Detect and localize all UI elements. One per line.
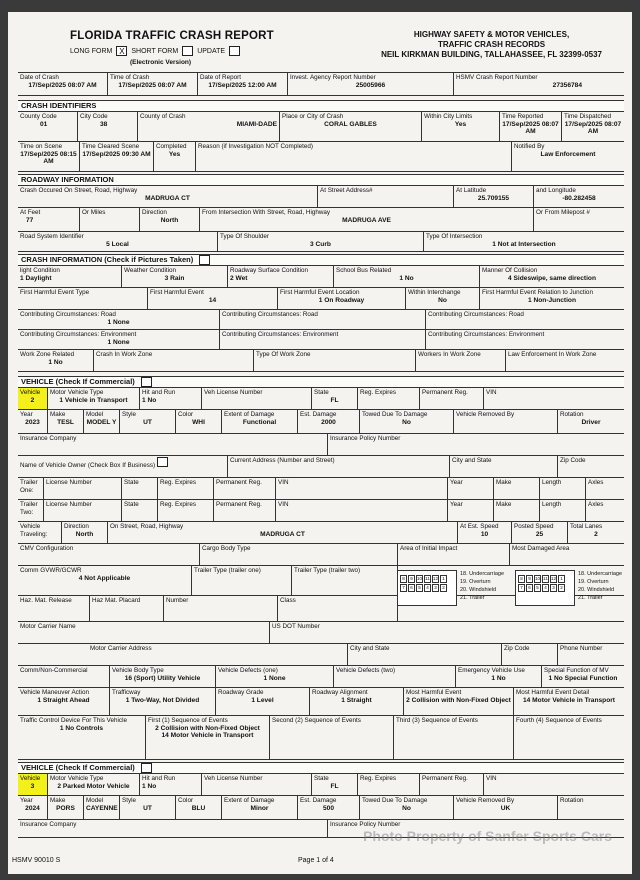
vehicle-2-state-field: State FL xyxy=(312,388,358,409)
total-lanes-field: Total Lanes 2 xyxy=(570,523,603,538)
crash-info-row-4 xyxy=(18,330,624,350)
impact-cell[interactable]: 12 xyxy=(433,576,439,581)
most-damaged-diagram xyxy=(515,570,575,606)
contrib-env-1: Contributing Circumstances: Environment 1 None xyxy=(18,330,220,349)
trailer-two-license: License Number xyxy=(44,500,122,521)
trailer-one-state: State xyxy=(122,478,158,499)
roadway-row-3 xyxy=(18,232,624,252)
vehicle-3-est-damage-field: Est. Damage 500 xyxy=(298,796,360,819)
roadway-information-heading: ROADWAY INFORMATION xyxy=(18,174,624,186)
damage-cell[interactable]: 4 xyxy=(542,584,549,592)
posted-speed-field: Posted Speed 25 xyxy=(512,522,568,543)
vehicle-2-removed-by-field: Vehicle Removed By xyxy=(454,410,558,433)
vehicle-2-city-state-field: City and State xyxy=(450,456,558,477)
date-of-report-field: Date of Report 17/Sep/2025 12:00 AM xyxy=(198,73,288,95)
within-city-limits-field: Within City Limits Yes xyxy=(422,112,500,141)
date-of-crash-field: Date of Crash 17/Sep/2025 08:07 AM xyxy=(18,73,108,95)
most-harmful-detail-field: Most Harmful Event Detail 14 Motor Vehicle in Transport xyxy=(516,689,615,704)
crash-info-row-3 xyxy=(18,310,624,330)
initial-impact-legend: 18. Undercarriage 19. Overturn 20. Windshield 21. Trailer xyxy=(460,571,505,601)
carrier-name-row xyxy=(18,622,624,644)
damage-cell[interactable]: 5 xyxy=(534,584,541,592)
vehicle-2-reg-expires-field: Reg. Expires xyxy=(358,388,420,409)
vehicle-2-zip-field: Zip Code xyxy=(560,457,586,464)
vehicle-2-make-field: Make TESL xyxy=(48,410,84,433)
county-of-crash-field: County of Crash MIAMI-DADE xyxy=(138,112,280,141)
contrib-env-3: Contributing Circumstances: Environment xyxy=(428,331,545,338)
vehicle-3-year-field: Year 2024 xyxy=(18,796,48,819)
impact-cell[interactable]: 1 xyxy=(440,575,447,583)
manner-of-collision-field: Manner Of Collision 4 Sideswipe, same direction xyxy=(482,267,596,282)
report-title: FLORIDA TRAFFIC CRASH REPORT xyxy=(70,30,274,42)
vehicle-2-policy-field: Insurance Policy Number xyxy=(330,435,401,442)
time-of-crash-field: Time of Crash 17/Sep/2025 08:07 AM xyxy=(108,73,198,95)
damage-cell[interactable]: 12 xyxy=(551,576,557,581)
vehicle-2-est-damage-field: Est. Damage 2000 xyxy=(298,410,360,433)
trailer-one-axles: Axles xyxy=(588,479,604,486)
maneuver-field: Vehicle Maneuver Action 1 Straight Ahead xyxy=(18,688,110,715)
hazmat-placard-field: Haz Mat. Placard xyxy=(90,596,164,621)
impact-cell[interactable]: 7 xyxy=(400,584,407,592)
time-dispatched-field: Time Dispatched 17/Sep/2025 08:07 AM xyxy=(564,113,622,135)
vehicle-2-plate-field: Veh License Number xyxy=(202,388,312,409)
long-form-label: LONG FORM xyxy=(70,47,113,55)
most-damaged-grid xyxy=(518,575,565,592)
short-form-checkbox[interactable] xyxy=(182,46,193,56)
cargo-body-field: Cargo Body Type xyxy=(200,544,398,565)
page-number: Page 1 of 4 xyxy=(298,857,334,864)
vehicle-3-commercial-checkbox[interactable] xyxy=(141,763,152,773)
carrier-city-state-field: City and State xyxy=(348,644,502,665)
vehicle-traveling-row xyxy=(18,522,624,544)
carrier-address-field: Motor Carrier Address xyxy=(18,644,348,665)
contrib-road-1: Contributing Circumstances: Road 1 None xyxy=(18,310,220,329)
pictures-taken-checkbox[interactable] xyxy=(199,255,210,265)
vehicle-2-number-field: Vehicle 2 xyxy=(18,388,48,409)
vehicle-3-row-1 xyxy=(18,774,624,796)
most-damaged-legend: 18. Undercarriage 19. Overturn 20. Windshield 21. Trailer xyxy=(578,571,623,601)
trailer-two-perm: Permanent Reg. xyxy=(214,500,276,521)
vehicle-3-hit-run-field: Hit and Run 1 No xyxy=(140,774,202,795)
intersection-street-field: From Intersection With Street, Road, Highway MADRUGA AVE xyxy=(200,208,534,231)
vehicle-2-year-field: Year 2023 xyxy=(18,410,48,433)
short-form-label: SHORT FORM xyxy=(131,47,179,55)
vehicle-3-insurance-field: Insurance Company xyxy=(18,820,328,837)
hazmat-class-field: Class xyxy=(278,596,398,621)
vehicle-2-heading: VEHICLE (Check If Commercial) xyxy=(18,376,624,388)
weather-condition-field: Weather Condition 3 Rain xyxy=(122,266,228,287)
impact-cell[interactable]: 4 xyxy=(424,584,431,592)
roadway-grade-field: Roadway Grade 1 Level xyxy=(216,688,310,715)
traffic-control-field: Traffic Control Device For This Vehicle 1 No Controls xyxy=(18,716,146,759)
vehicle-3-perm-reg-field: Permanent Reg. xyxy=(420,774,484,795)
trailer-two-reg: Reg. Expires xyxy=(158,500,214,521)
at-feet-field: At Feet 77 xyxy=(18,208,80,231)
crash-information-heading: CRASH INFORMATION (Check if Pictures Taken) xyxy=(18,254,624,266)
long-form-checkbox[interactable]: X xyxy=(116,46,127,56)
most-damaged-area-label: Most Damaged Area xyxy=(512,545,570,552)
city-code-field: City Code 38 xyxy=(78,112,138,141)
vehicle-traveling-label: Vehicle Traveling: xyxy=(18,522,62,543)
impact-cell[interactable]: 9 xyxy=(408,575,415,583)
vehicle-2-perm-reg-field: Permanent Reg. xyxy=(420,388,484,409)
vehicle-2-model-field: Model MODEL Y xyxy=(84,410,120,433)
vehicle-3-make-field: Make PORS xyxy=(48,796,84,819)
time-cleared-field: Time Cleared Scene 17/Sep/2025 09:30 AM xyxy=(80,142,154,171)
trafficway-field: Trafficway 1 Two-Way, Not Divided xyxy=(110,688,216,715)
crash-report-sheet xyxy=(8,12,632,874)
crash-info-row-1 xyxy=(18,266,624,288)
travel-direction-field: Direction North xyxy=(62,522,108,543)
workers-in-work-zone-field: Workers In Work Zone xyxy=(416,350,506,371)
contrib-env-2: Contributing Circumstances: Environment xyxy=(220,330,426,349)
vehicle-2-type-field: Motor Vehicle Type 1 Vehicle in Transport xyxy=(48,388,140,409)
contrib-road-2: Contributing Circumstances: Road xyxy=(220,310,426,329)
vehicle-3-removed-by-field: Vehicle Removed By UK xyxy=(454,796,558,819)
usdot-field: US DOT Number xyxy=(272,623,320,630)
form-type-row xyxy=(70,46,274,56)
damage-cell[interactable]: 11 xyxy=(543,576,548,581)
sequence-two-field: Second (2) Sequence of Events xyxy=(270,716,394,759)
vehicle-3-model-field: Model CAYENNE xyxy=(84,796,120,819)
agency-address xyxy=(381,30,602,60)
road-system-field: Road System Identifier 5 Local xyxy=(18,232,218,251)
vehicle-3-type-field: Motor Vehicle Type 2 Parked Motor Vehicle xyxy=(48,774,140,795)
hazmat-number-field: Number xyxy=(164,596,278,621)
trailer-two-axles: Axles xyxy=(588,501,604,508)
trailer-type-two-field: Trailer Type (trailer two) xyxy=(292,566,398,595)
agency-line-2: TRAFFIC CRASH RECORDS xyxy=(437,40,546,49)
roadway-row-1 xyxy=(18,186,624,208)
roadway-row-2 xyxy=(18,208,624,232)
sequence-three-field: Third (3) Sequence of Events xyxy=(394,716,514,759)
vehicle-3-heading: VEHICLE (Check If Commercial) xyxy=(18,762,624,774)
cmv-row xyxy=(18,544,624,566)
crash-info-row-5 xyxy=(18,350,624,372)
time-on-scene-field: Time on Scene 17/Sep/2025 08:15 AM xyxy=(18,142,80,171)
first-harmful-event-field: First Harmful Event 14 xyxy=(148,288,278,309)
body-type-row xyxy=(18,666,624,688)
maneuver-row xyxy=(18,688,624,716)
trailer-two-vin: VIN xyxy=(276,500,448,521)
update-checkbox[interactable] xyxy=(229,46,240,56)
vehicle-2-row-1 xyxy=(18,388,624,410)
vehicle-3-row-2 xyxy=(18,796,624,820)
trailer-one-perm: Permanent Reg. xyxy=(214,478,276,499)
latitude-field: At Latitude 25.709155 xyxy=(454,186,534,207)
crash-identifiers-row-1 xyxy=(18,112,624,142)
vehicle-2-style-field: Style UT xyxy=(120,410,176,433)
county-code-field: County Code 01 xyxy=(18,112,78,141)
vehicle-3-number-field: Vehicle 3 xyxy=(18,774,48,795)
first-harmful-relation-field: First Harmful Event Relation to Junction 1 Non-Junction xyxy=(482,289,593,304)
dates-row xyxy=(18,72,624,96)
trailer-type-one-field: Trailer Type (trailer one) xyxy=(192,566,292,595)
watermark: Photo Property of Sanfer Sports Cars xyxy=(363,828,612,844)
defects-one-field: Vehicle Defects (one) 1 None xyxy=(216,666,334,687)
vehicle-2-owner-field: Name of Vehicle Owner (Check Box If Business) xyxy=(18,456,228,477)
vehicle-2-commercial-checkbox[interactable] xyxy=(141,377,152,387)
initial-impact-diagram xyxy=(397,570,457,606)
vehicle-3-vin-field: VIN xyxy=(486,775,497,782)
vehicle-3-policy-field: Insurance Policy Number xyxy=(330,821,401,828)
crash-identifiers-heading: CRASH IDENTIFIERS xyxy=(18,100,624,112)
roadway-alignment-field: Roadway Alignment 1 Straight xyxy=(310,688,404,715)
vehicle-2-vin-field: VIN xyxy=(486,389,497,396)
impact-cell[interactable]: 8 xyxy=(400,575,407,583)
surface-condition-field: Roadway Surface Condition 2 Wet xyxy=(228,266,334,287)
trailer-one-make: Make xyxy=(494,478,540,499)
notified-by-field: Notified By Law Enforcement xyxy=(514,143,596,158)
trailer-one-row xyxy=(18,478,624,500)
light-condition-field: light Condition 1 Daylight xyxy=(18,266,122,287)
update-label: UPDATE xyxy=(197,47,226,55)
crash-info-row-2 xyxy=(18,288,624,310)
sequence-four-field: Fourth (4) Sequence of Events xyxy=(516,717,602,724)
type-of-work-zone-field: Type Of Work Zone xyxy=(254,350,416,371)
vehicle-2-damage-field: Extent of Damage Functional xyxy=(222,410,298,433)
vehicle-2-owner-row xyxy=(18,456,624,478)
vehicle-3-color-field: Color BLU xyxy=(176,796,222,819)
impact-cell[interactable]: 5 xyxy=(416,584,423,592)
first-harmful-location-field: First Harmful Event Location 1 On Roadway xyxy=(278,288,406,309)
vehicle-3-rotation-field: Rotation xyxy=(560,797,584,804)
carrier-address-row xyxy=(18,644,624,666)
hsmv-report-number-field: HSMV Crash Report Number 27356784 xyxy=(456,74,582,89)
trailer-one-length: Length xyxy=(540,478,586,499)
vehicle-2-row-2 xyxy=(18,410,624,434)
carrier-phone-field: Phone Number xyxy=(560,645,603,652)
agency-line-1: HIGHWAY SAFETY & MOTOR VEHICLES, xyxy=(413,30,570,39)
hazmat-release-field: Haz. Mat. Release xyxy=(18,596,90,621)
time-reported-field: Time Reported 17/Sep/2025 08:07 AM xyxy=(500,112,562,141)
trailer-two-length: Length xyxy=(540,500,586,521)
body-type-field: Vehicle Body Type 16 (Sport) Utility Vehicle xyxy=(110,666,216,687)
trailer-one-label: Trailer One: xyxy=(18,478,44,499)
carrier-name-field: Motor Carrier Name xyxy=(18,622,270,643)
carrier-zip-field: Zip Code xyxy=(502,644,558,665)
impact-cell[interactable]: 2 xyxy=(440,584,447,592)
defects-two-field: Vehicle Defects (two) xyxy=(334,666,456,687)
vehicle-3-damage-field: Extent of Damage Minor xyxy=(222,796,298,819)
damage-cell[interactable]: 9 xyxy=(526,575,533,583)
crash-street-field: Crash Occured On Street, Road, Highway MADRUGA CT xyxy=(18,186,318,207)
intersection-type-field: Type Of Intersection 1 Not at Intersection xyxy=(426,233,556,248)
special-function-field: Special Function of MV 1 No Special Function xyxy=(544,667,618,682)
report-header xyxy=(8,20,632,76)
cmv-configuration-field: CMV Configuration xyxy=(18,544,200,565)
vehicle-3-state-field: State FL xyxy=(312,774,358,795)
crash-identifiers-row-2 xyxy=(18,142,624,172)
sequence-one-field: First (1) Sequence of Events 2 Collision with Non-Fixed Object 14 Motor Vehicle in Transport xyxy=(146,716,270,759)
damage-cell[interactable]: 10 xyxy=(535,576,541,581)
agency-line-3: NEIL KIRKMAN BUILDING, TALLAHASSEE, FL 32399-0537 xyxy=(381,50,602,59)
shoulder-type-field: Type Of Shoulder 3 Curb xyxy=(218,232,424,251)
work-zone-related-field: Work Zone Related 1 No xyxy=(18,350,94,371)
trailer-one-license: License Number xyxy=(44,478,122,499)
impact-cell[interactable]: 10 xyxy=(417,576,423,581)
law-in-work-zone-field: Law Enforcement In Work Zone xyxy=(508,351,597,358)
or-miles-field: Or Miles xyxy=(80,208,140,231)
vehicle-2-address-field: Current Address (Number and Street) xyxy=(228,456,450,477)
impact-cell[interactable]: 11 xyxy=(425,576,430,581)
school-bus-field: School Bus Related 1 No xyxy=(334,266,480,287)
impact-cell[interactable]: 3 xyxy=(432,584,439,592)
within-interchange-field: Within Interchange No xyxy=(406,288,480,309)
damage-cell[interactable]: 8 xyxy=(518,575,525,583)
sequence-row xyxy=(18,716,624,760)
damage-cell[interactable]: 3 xyxy=(550,584,557,592)
longitude-field: and Longitude -80.282458 xyxy=(536,187,596,202)
completed-field: Completed Yes xyxy=(154,142,196,171)
vehicle-2-hit-run-field: Hit and Run 1 No xyxy=(140,388,202,409)
vehicle-2-insurance-row xyxy=(18,434,624,456)
trailer-two-row xyxy=(18,500,624,522)
area-initial-impact-label: Area of Initial Impact xyxy=(398,544,510,565)
direction-field: Direction North xyxy=(140,208,200,231)
vehicle-2-color-field: Color WHI xyxy=(176,410,222,433)
vehicle-3-plate-field: Veh License Number xyxy=(202,774,312,795)
est-speed-field: At Est. Speed 10 xyxy=(458,522,512,543)
trailer-two-state: State xyxy=(122,500,158,521)
damage-cell[interactable]: 7 xyxy=(518,584,525,592)
first-harmful-event-type-field: First Harmful Event Type xyxy=(18,288,148,309)
trailer-two-label: Trailer Two: xyxy=(18,500,44,521)
trailer-two-year: Year xyxy=(448,500,494,521)
vehicle-3-style-field: Style UT xyxy=(120,796,176,819)
impact-cell[interactable]: 6 xyxy=(408,584,415,592)
trailer-one-year: Year xyxy=(448,478,494,499)
damage-cell[interactable]: 1 xyxy=(558,575,565,583)
vehicle-3-towed-field: Towed Due To Damage No xyxy=(360,796,454,819)
travel-street-field: On Street, Road, Highway MADRUGA CT xyxy=(108,522,458,543)
trailer-one-vin: VIN xyxy=(276,478,448,499)
commercial-field: Comm/Non-Commercial xyxy=(18,666,110,687)
milepost-field: Or From Milepost # xyxy=(536,209,590,216)
place-of-crash-field: Place or City of Crash CORAL GABLES xyxy=(280,112,422,141)
vehicle-2-insurance-field: Insurance Company xyxy=(18,434,328,455)
damage-cell[interactable]: 6 xyxy=(526,584,533,592)
form-number: HSMV 90010 S xyxy=(12,857,61,864)
crash-in-work-zone-field: Crash In Work Zone xyxy=(94,350,254,371)
gvwr-field: Comm GVWR/GCWR 4 Not Applicable xyxy=(18,566,192,595)
most-harmful-event-field: Most Harmful Event 2 Collision with Non-Fixed Object xyxy=(404,688,514,715)
trailer-one-reg: Reg. Expires xyxy=(158,478,214,499)
vehicle-2-towed-field: Towed Due To Damage No xyxy=(360,410,454,433)
damage-cell[interactable]: 2 xyxy=(558,584,565,592)
initial-impact-grid xyxy=(400,575,447,592)
business-checkbox[interactable] xyxy=(157,457,168,467)
contrib-road-3: Contributing Circumstances: Road xyxy=(428,311,524,318)
at-street-address-field: At Street Address# xyxy=(318,186,454,207)
emergency-use-field: Emergency Vehicle Use 1 No xyxy=(456,666,542,687)
vehicle-2-rotation-field: Rotation Driver xyxy=(560,411,601,426)
vehicle-3-reg-expires-field: Reg. Expires xyxy=(358,774,420,795)
agency-report-number-field: Invest. Agency Report Number 25005966 xyxy=(288,73,454,95)
electronic-version-label: (Electronic Version) xyxy=(130,59,192,66)
trailer-two-make: Make xyxy=(494,500,540,521)
reason-not-completed-field: Reason (if Investigation NOT Completed) xyxy=(196,142,512,171)
